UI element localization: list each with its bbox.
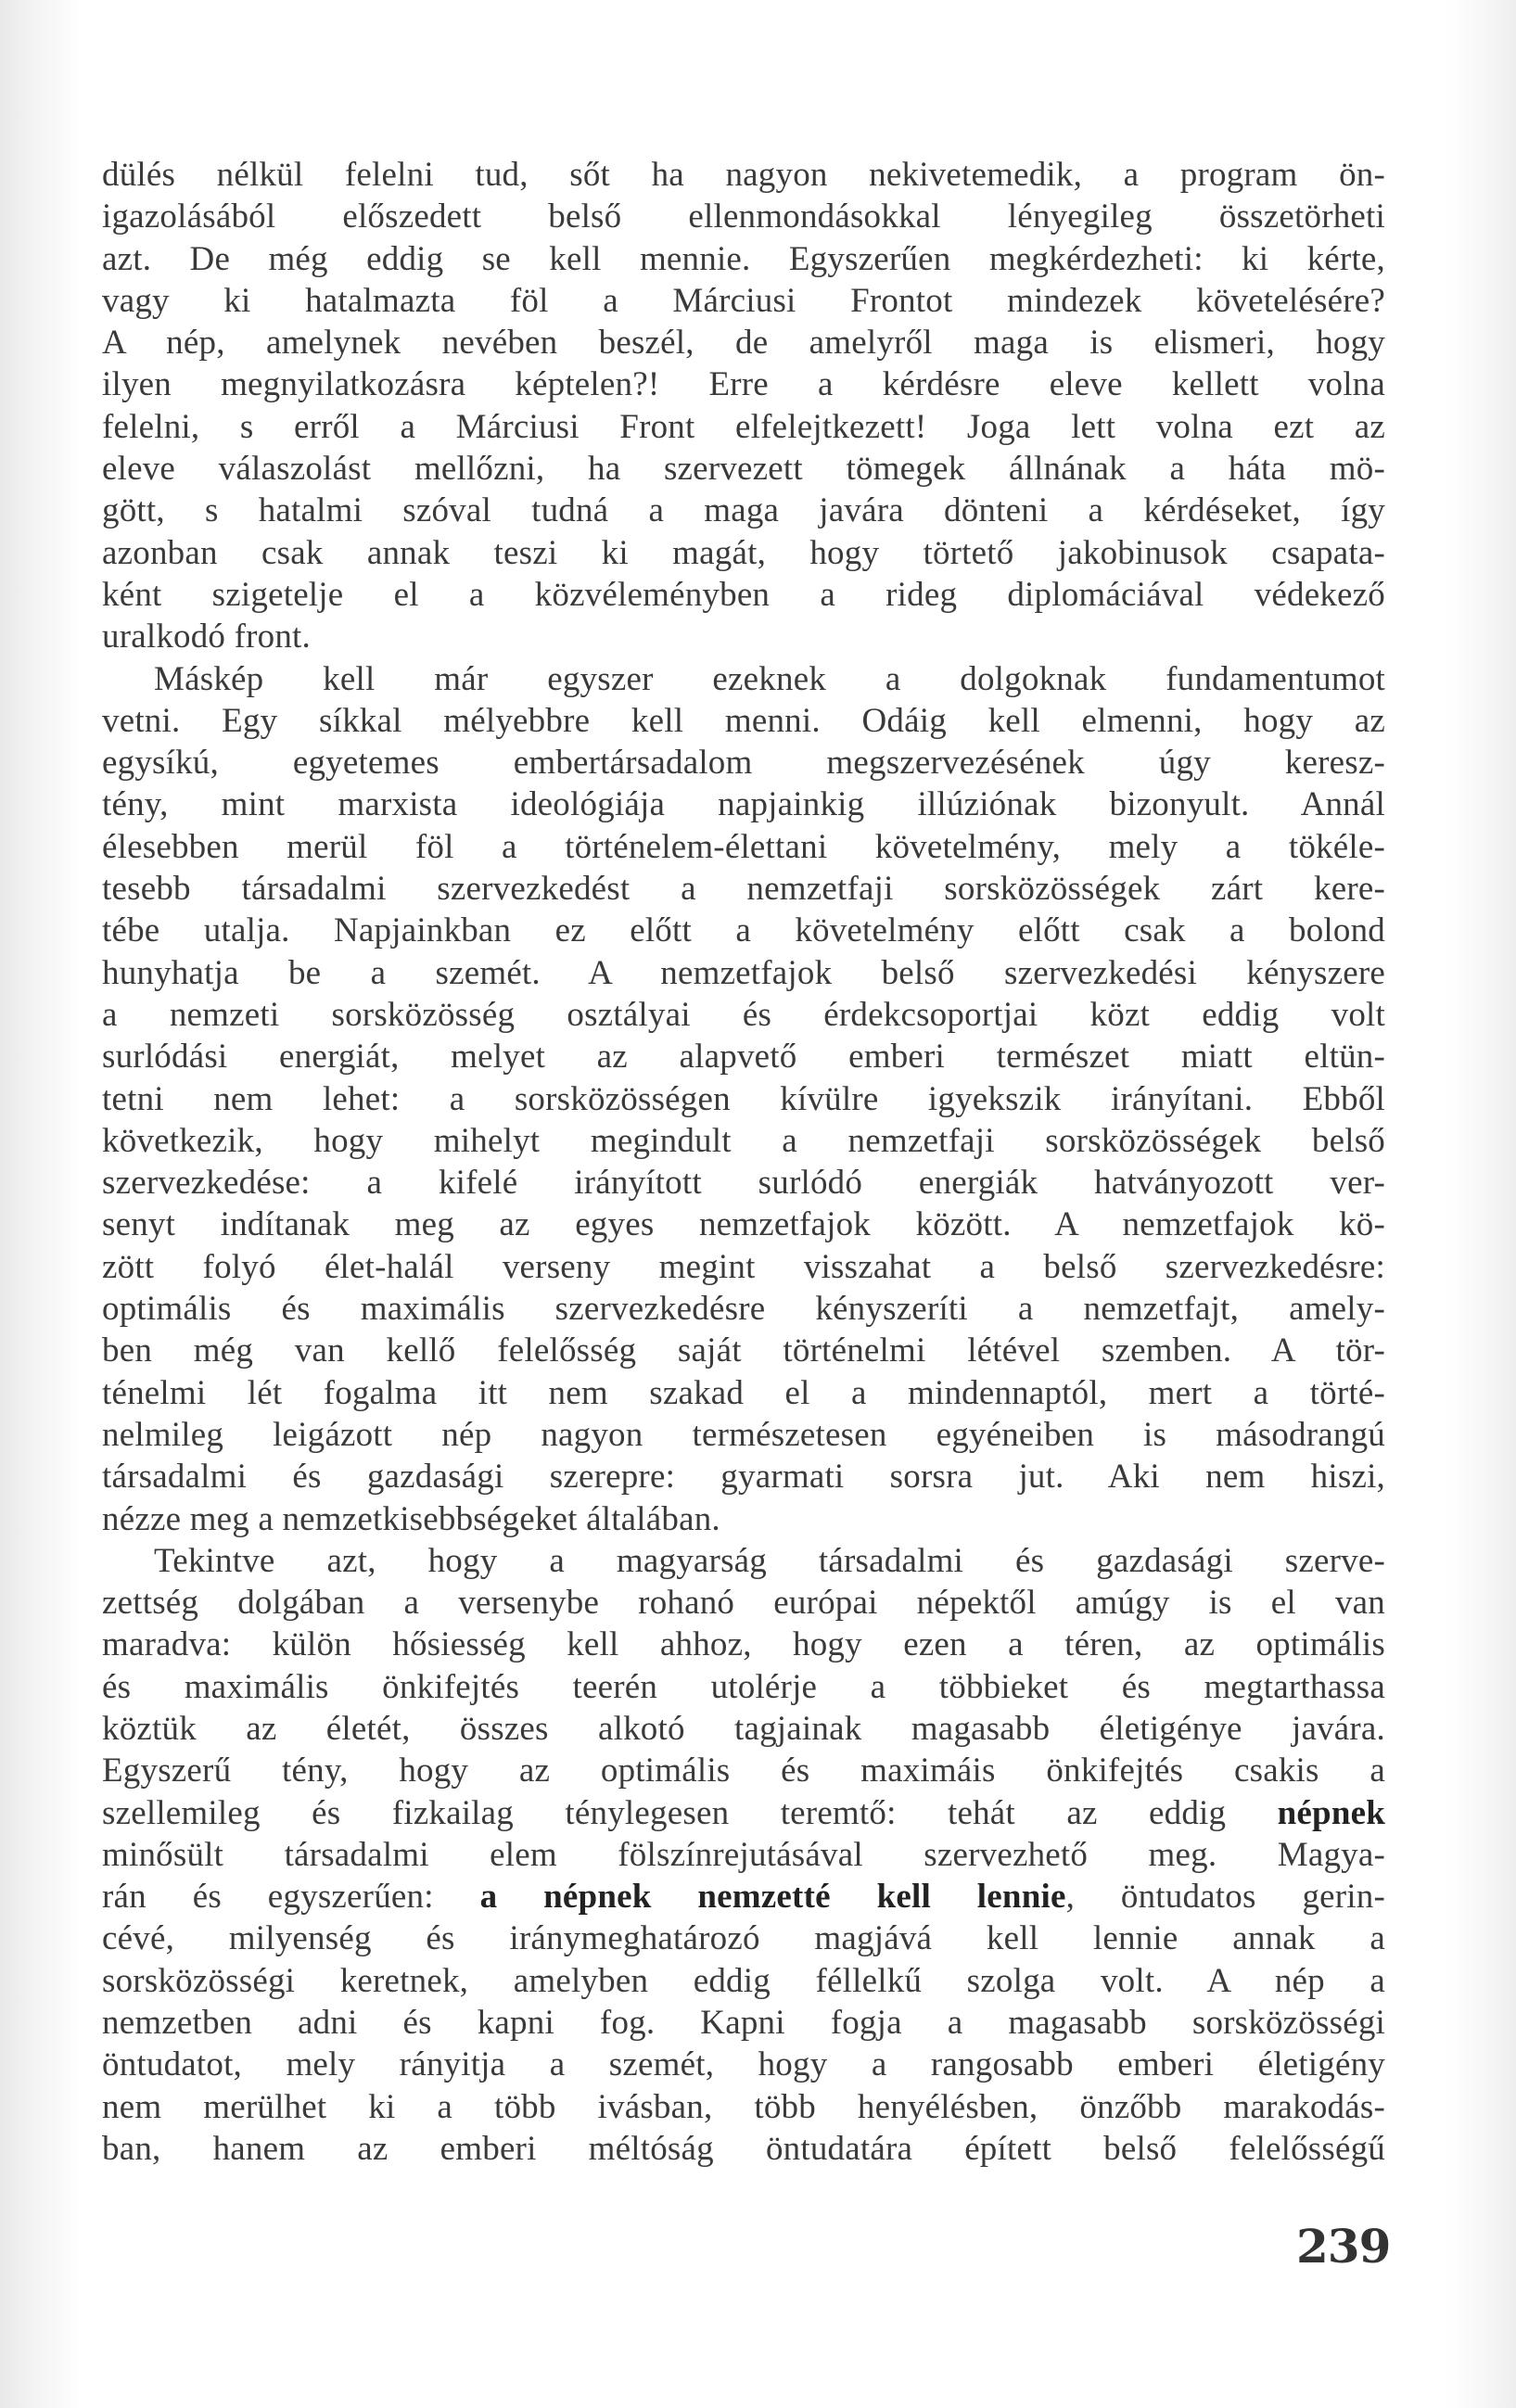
text-line <box>102 952 1385 994</box>
text-line <box>102 2002 1385 2044</box>
text-line <box>102 784 1385 825</box>
text-line <box>102 742 1385 784</box>
text-segment: azt. De még eddig se kell mennie. Egyszerűen megkérdezheti: ki kérte, <box>102 239 1385 278</box>
text-segment: maradva: külön hősiesség kell ahhoz, hogy ezen a téren, az optimális <box>102 1625 1385 1664</box>
text-segment: ban, hanem az emberi méltóság öntudatára épített belső felelősségű <box>102 2129 1385 2168</box>
text-segment: Egyszerű tény, hogy az optimális és maximáis önkifejtés csakis a <box>102 1752 1385 1790</box>
text-line <box>102 1162 1385 1204</box>
text-segment: tesebb társadalmi szervezkedést a nemzetfaji sorsközösségek zárt kere- <box>102 870 1385 909</box>
text-line <box>102 1246 1385 1288</box>
text-segment: optimális és maximális szervezkedésre kényszeríti a nemzetfajt, amely- <box>102 1290 1385 1329</box>
text-segment: ben még van kellő felelősség saját történelmi létével szemben. A tör- <box>102 1331 1385 1370</box>
text-segment: azonban csak annak teszi ki magát, hogy törtető jakobinusok csapata- <box>102 533 1385 572</box>
text-segment: a nemzeti sorsközösség osztályai és érdekcsoportjai közt eddig volt <box>102 995 1385 1034</box>
text-line <box>102 2128 1385 2170</box>
text-line <box>102 700 1385 742</box>
text-line <box>102 2086 1385 2128</box>
text-line <box>102 406 1385 448</box>
text-segment: ként szigetelje el a közvéleményben a rideg diplomáciával védekező <box>102 575 1385 614</box>
text-segment: szellemileg és fizkailag ténylegesen teremtő: tehát az eddig <box>102 1793 1278 1832</box>
text-segment: ilyen megnyilatkozásra képtelen?! Erre a kérdésre eleve kellett volna <box>102 365 1385 404</box>
text-line <box>102 826 1385 868</box>
text-segment: Máskép kell már egyszer ezeknek a dolgoknak fundamentumot <box>154 659 1385 698</box>
text-line <box>102 1666 1385 1708</box>
text-line <box>102 574 1385 616</box>
text-segment: vagy ki hatalmazta föl a Márciusi Frontot mindezek követelésére? <box>102 281 1385 320</box>
text-line <box>102 280 1385 322</box>
text-line <box>102 238 1385 280</box>
text-segment: egysíkú, egyetemes embertársadalom megszervezésének úgy keresz- <box>102 744 1385 783</box>
text-segment: rán és egyszerűen: <box>102 1878 480 1917</box>
text-segment: öntudatot, mely rányitja a szemét, hogy a rangosabb emberi életigény <box>102 2045 1385 2084</box>
page-number: 239 <box>1296 2219 1391 2274</box>
text-line <box>102 1750 1385 1791</box>
text-segment: cévé, milyenség és iránymeghatározó magjává kell lennie annak a <box>102 1919 1385 1958</box>
text-segment: élesebben merül föl a történelem-élettani követelmény, mely a tökéle- <box>102 827 1385 866</box>
text-line <box>102 910 1385 951</box>
text-segment: surlódási energiát, melyet az alapvető emberi természet miatt eltün- <box>102 1038 1385 1077</box>
text-segment: A nép, amelynek nevében beszél, de amelyről maga is elismeri, hogy <box>102 324 1385 363</box>
text-line <box>102 1708 1385 1750</box>
text-segment: sorsközösségi keretnek, amelyben eddig féllelkű szolga volt. A nép a <box>102 1961 1385 2000</box>
text-segment: zött folyó élet-halál verseny megint visszahat a belső szervezkedésre: <box>102 1247 1385 1286</box>
text-segment: tébe utalja. Napjainkban ez előtt a követelmény előtt csak a bolond <box>102 911 1385 950</box>
text-segment: Tekintve azt, hogy a magyarság társadalmi és gazdasági szerve- <box>154 1541 1385 1580</box>
text-segment: senyt indítanak meg az egyes nemzetfajok között. A nemzetfajok kö- <box>102 1205 1385 1244</box>
text-segment: nelmileg leigázott nép nagyon természetesen egyéneiben is másodrangú <box>102 1415 1385 1454</box>
text-line <box>102 994 1385 1036</box>
text-line <box>102 616 1385 657</box>
text-line <box>102 1456 1385 1497</box>
text-line <box>102 154 1385 196</box>
text-line <box>102 1036 1385 1077</box>
text-line <box>102 1288 1385 1330</box>
text-line <box>102 868 1385 910</box>
text-line <box>102 322 1385 363</box>
text-segment: dülés nélkül felelni tud, sőt ha nagyon nekivetemedik, a program ön- <box>102 156 1385 194</box>
text-segment: társadalmi és gazdasági szerepre: gyarmati sorsra jut. Aki nem hiszi, <box>102 1458 1385 1497</box>
text-line <box>102 658 1385 700</box>
text-line <box>102 1078 1385 1120</box>
text-line <box>102 1960 1385 2002</box>
text-line <box>102 363 1385 405</box>
text-line <box>102 1876 1385 1917</box>
text-segment: igazolásából előszedett belső ellenmondásokkal lényegileg összetörheti <box>102 197 1385 236</box>
text-line <box>102 1834 1385 1876</box>
text-segment: uralkodó front. <box>102 618 311 656</box>
text-line <box>102 1330 1385 1371</box>
text-line <box>102 2044 1385 2085</box>
text-segment: tetni nem lehet: a sorsközösségen kívülre igyekszik irányítani. Ebből <box>102 1079 1385 1118</box>
text-line <box>102 490 1385 531</box>
text-line <box>102 532 1385 574</box>
text-segment: felelni, s erről a Márciusi Front elfelejtkezett! Joga lett volna ezt az <box>102 407 1385 446</box>
text-line <box>102 1624 1385 1665</box>
text-segment: gött, s hatalmi szóval tudná a maga javára dönteni a kérdéseket, így <box>102 491 1385 530</box>
bold-text-segment: a népnek nemzetté kell lennie <box>479 1878 1066 1917</box>
bold-text-segment: népnek <box>1277 1793 1385 1832</box>
text-segment: zettség dolgában a versenybe rohanó európai népektől amúgy is el van <box>102 1584 1385 1623</box>
text-line <box>102 1498 1385 1540</box>
text-line <box>102 1414 1385 1456</box>
text-segment: vetni. Egy síkkal mélyebbre kell menni. Odáig kell elmenni, hogy az <box>102 701 1385 740</box>
text-segment: szervezkedése: a kifelé irányított surlódó energiák hatványozott ver- <box>102 1164 1385 1203</box>
text-line <box>102 448 1385 490</box>
text-line <box>102 1540 1385 1582</box>
text-line <box>102 196 1385 237</box>
text-line <box>102 1204 1385 1245</box>
text-segment: eleve válaszolást mellőzni, ha szervezett tömegek állnának a háta mö- <box>102 450 1385 489</box>
text-segment: nem merülhet ki a több ivásban, több henyélésben, önzőbb marakodás- <box>102 2087 1385 2126</box>
text-segment: köztük az életét, összes alkotó tagjainak magasabb életigénye javára. <box>102 1709 1385 1748</box>
text-line <box>102 1372 1385 1414</box>
text-segment: minősült társadalmi elem fölszínrejutásával szervezhető meg. Magya- <box>102 1835 1385 1874</box>
text-segment: tény, mint marxista ideológiája napjainkig illúziónak bizonyult. Annál <box>102 785 1385 824</box>
text-line <box>102 1792 1385 1834</box>
text-segment: nemzetben adni és kapni fog. Kapni fogja a magasabb sorsközösségi <box>102 2004 1385 2043</box>
text-segment: nézze meg a nemzetkisebbségeket általában. <box>102 1499 720 1538</box>
text-segment: következik, hogy mihelyt megindult a nemzetfaji sorsközösségek belső <box>102 1121 1385 1160</box>
text-segment: ténelmi lét fogalma itt nem szakad el a mindennaptól, mert a törté- <box>102 1373 1385 1412</box>
text-line <box>102 1120 1385 1162</box>
body-text <box>102 154 1385 2170</box>
text-segment: , öntudatos gerin- <box>1065 1878 1385 1917</box>
text-segment: és maximális önkifejtés teerén utolérje a többieket és megtarthassa <box>102 1667 1385 1706</box>
text-segment: hunyhatja be a szemét. A nemzetfajok belső szervezkedési kényszere <box>102 953 1385 992</box>
text-line <box>102 1582 1385 1624</box>
text-line <box>102 1917 1385 1959</box>
